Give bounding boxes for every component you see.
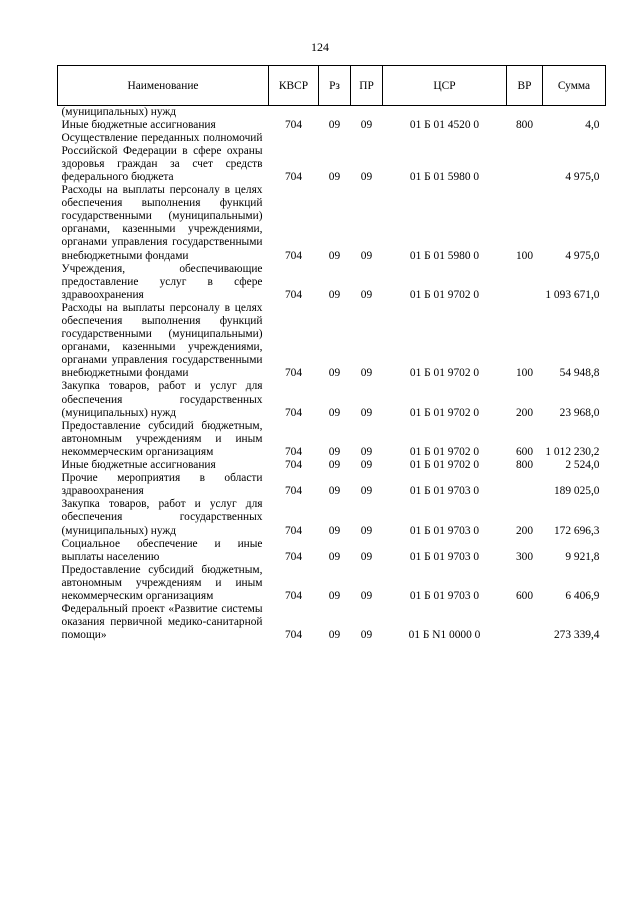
row-pr: 09 [360,550,373,563]
table-row [58,538,606,564]
row-rz: 09 [328,589,341,602]
row-csr [383,106,507,119]
row-csr: 01 Б 01 9702 0 [409,459,480,472]
row-sum: 273 339,4 [553,629,600,642]
row-pr: 09 [360,589,373,602]
row-rz: 09 [328,550,341,563]
row-sum: 9 921,8 [565,550,600,563]
table-row [58,472,606,498]
row-kvsr: 704 [284,550,303,563]
table-row [58,184,606,263]
row-pr: 09 [360,406,373,419]
row-pr: 09 [360,170,373,183]
row-vr: 800 [515,459,534,472]
row-kvsr: 704 [284,170,303,183]
table-row [58,302,606,381]
row-kvsr: 704 [284,288,303,301]
table-row [58,132,606,184]
row-vr: 100 [515,249,534,262]
table-row [58,564,606,603]
row-rz: 09 [328,524,341,537]
row-csr: 01 Б 01 9702 0 [409,406,480,419]
row-sum: 1 093 671,0 [545,288,600,301]
row-name: Прочие мероприятия в области здравоохранения [61,472,263,498]
row-rz: 09 [328,249,341,262]
table-row [58,498,606,537]
row-pr: 09 [360,118,373,131]
row-name: Иные бюджетные ассигнования [61,459,216,472]
row-name: Расходы на выплаты персоналу в целях обеспечения выполнения функций государственными (муниципальными) органами, казенными учреждениями, органами управления государственными внебюджетными фондами [61,184,263,262]
header-kvsr: КВСР [269,66,319,106]
row-kvsr: 704 [284,406,303,419]
header-sum: Сумма [543,66,606,106]
table-row [58,420,606,459]
row-sum: 4 975,0 [565,249,600,262]
row-kvsr: 704 [284,459,303,472]
row-sum [543,106,606,119]
row-csr: 01 Б 01 4520 0 [409,118,480,131]
row-pr: 09 [360,249,373,262]
header-csr: ЦСР [383,66,507,106]
table-header [58,66,606,106]
row-rz: 09 [328,118,341,131]
row-kvsr [269,106,319,119]
row-name: Закупка товаров, работ и услуг для обеспечения государственных (муниципальных) нужд [61,380,263,419]
row-name: Социальное обеспечение и иные выплаты населению [61,537,263,563]
row-sum: 1 012 230,2 [545,445,600,458]
row-csr: 01 Б 01 5980 0 [409,170,480,183]
row-vr: 200 [515,524,534,537]
row-vr: 600 [515,445,534,458]
row-name: Предоставление субсидий бюджетным, автономным учреждениям и иным некоммерческим организациям [61,419,263,458]
row-name: (муниципальных) нужд [61,106,177,118]
row-pr [351,106,383,119]
row-rz [319,106,351,119]
table-body [58,106,606,643]
row-rz: 09 [328,288,341,301]
row-sum: 23 968,0 [559,406,600,419]
row-sum: 6 406,9 [565,589,600,602]
row-vr [507,106,543,119]
row-rz: 09 [328,629,341,642]
row-name: Федеральный проект «Развитие системы оказания первичной медико-санитарной помощи» [61,603,263,642]
row-kvsr: 704 [284,445,303,458]
row-csr: 01 Б 01 9702 0 [409,445,480,458]
row-rz: 09 [328,459,341,472]
row-csr: 01 Б 01 9703 0 [409,550,480,563]
row-vr [507,472,543,498]
row-pr: 09 [360,524,373,537]
row-kvsr: 704 [284,367,303,380]
row-sum: 4 975,0 [565,170,600,183]
header-row [58,66,606,106]
row-name: Иные бюджетные ассигнования [61,118,216,131]
row-sum: 2 524,0 [565,459,600,472]
row-vr: 600 [515,589,534,602]
row-kvsr: 704 [284,589,303,602]
row-vr: 100 [515,367,534,380]
header-name: Наименование [58,66,269,106]
row-kvsr: 704 [284,524,303,537]
row-rz: 09 [328,485,341,498]
row-name: Осуществление переданных полномочий Российской Федерации в сфере охраны здоровья граждан за счет средств федерального бюджета [61,131,263,183]
row-csr: 01 Б 01 9703 0 [409,485,480,498]
row-kvsr: 704 [284,485,303,498]
header-rz: Рз [319,66,351,106]
row-name: Предоставление субсидий бюджетным, автономным учреждениям и иным некоммерческим организациям [61,563,263,602]
row-rz: 09 [328,406,341,419]
row-pr: 09 [360,445,373,458]
row-pr: 09 [360,459,373,472]
table-row [58,119,606,132]
row-name: Закупка товаров, работ и услуг для обеспечения государственных (муниципальных) нужд [61,498,263,537]
row-vr: 300 [515,550,534,563]
row-csr: 01 Б 01 9702 0 [409,367,480,380]
row-vr [507,603,543,642]
row-pr: 09 [360,367,373,380]
row-pr: 09 [360,485,373,498]
row-kvsr: 704 [284,629,303,642]
row-csr: 01 Б 01 9703 0 [409,524,480,537]
row-vr: 800 [515,118,534,131]
table-row [58,459,606,472]
row-csr: 01 Б 01 9703 0 [409,589,480,602]
budget-table [57,65,606,642]
table-row [58,263,606,302]
row-sum: 189 025,0 [553,485,600,498]
table-row [58,603,606,642]
row-vr [507,263,543,302]
row-pr: 09 [360,288,373,301]
row-name: Учреждения, обеспечивающие предоставление услуг в сфере здравоохранения [61,262,263,301]
row-vr: 200 [515,406,534,419]
page-number: 124 [311,40,329,54]
table-row [58,106,606,119]
row-csr: 01 Б N1 0000 0 [408,629,481,642]
row-kvsr: 704 [284,118,303,131]
row-sum: 4,0 [585,118,600,131]
row-sum: 54 948,8 [559,367,600,380]
row-pr: 09 [360,629,373,642]
row-rz: 09 [328,445,341,458]
row-rz: 09 [328,170,341,183]
row-name: Расходы на выплаты персоналу в целях обеспечения выполнения функций государственными (муниципальными) органами, казенными учреждениями, органами управления государственными внебюджетными фондами [61,301,263,380]
table-row [58,380,606,419]
header-vr: ВР [507,66,543,106]
row-sum: 172 696,3 [553,524,600,537]
row-csr: 01 Б 01 9702 0 [409,288,480,301]
header-pr: ПР [351,66,383,106]
row-kvsr: 704 [284,249,303,262]
row-rz: 09 [328,367,341,380]
row-vr [507,132,543,184]
row-csr: 01 Б 01 5980 0 [409,249,480,262]
